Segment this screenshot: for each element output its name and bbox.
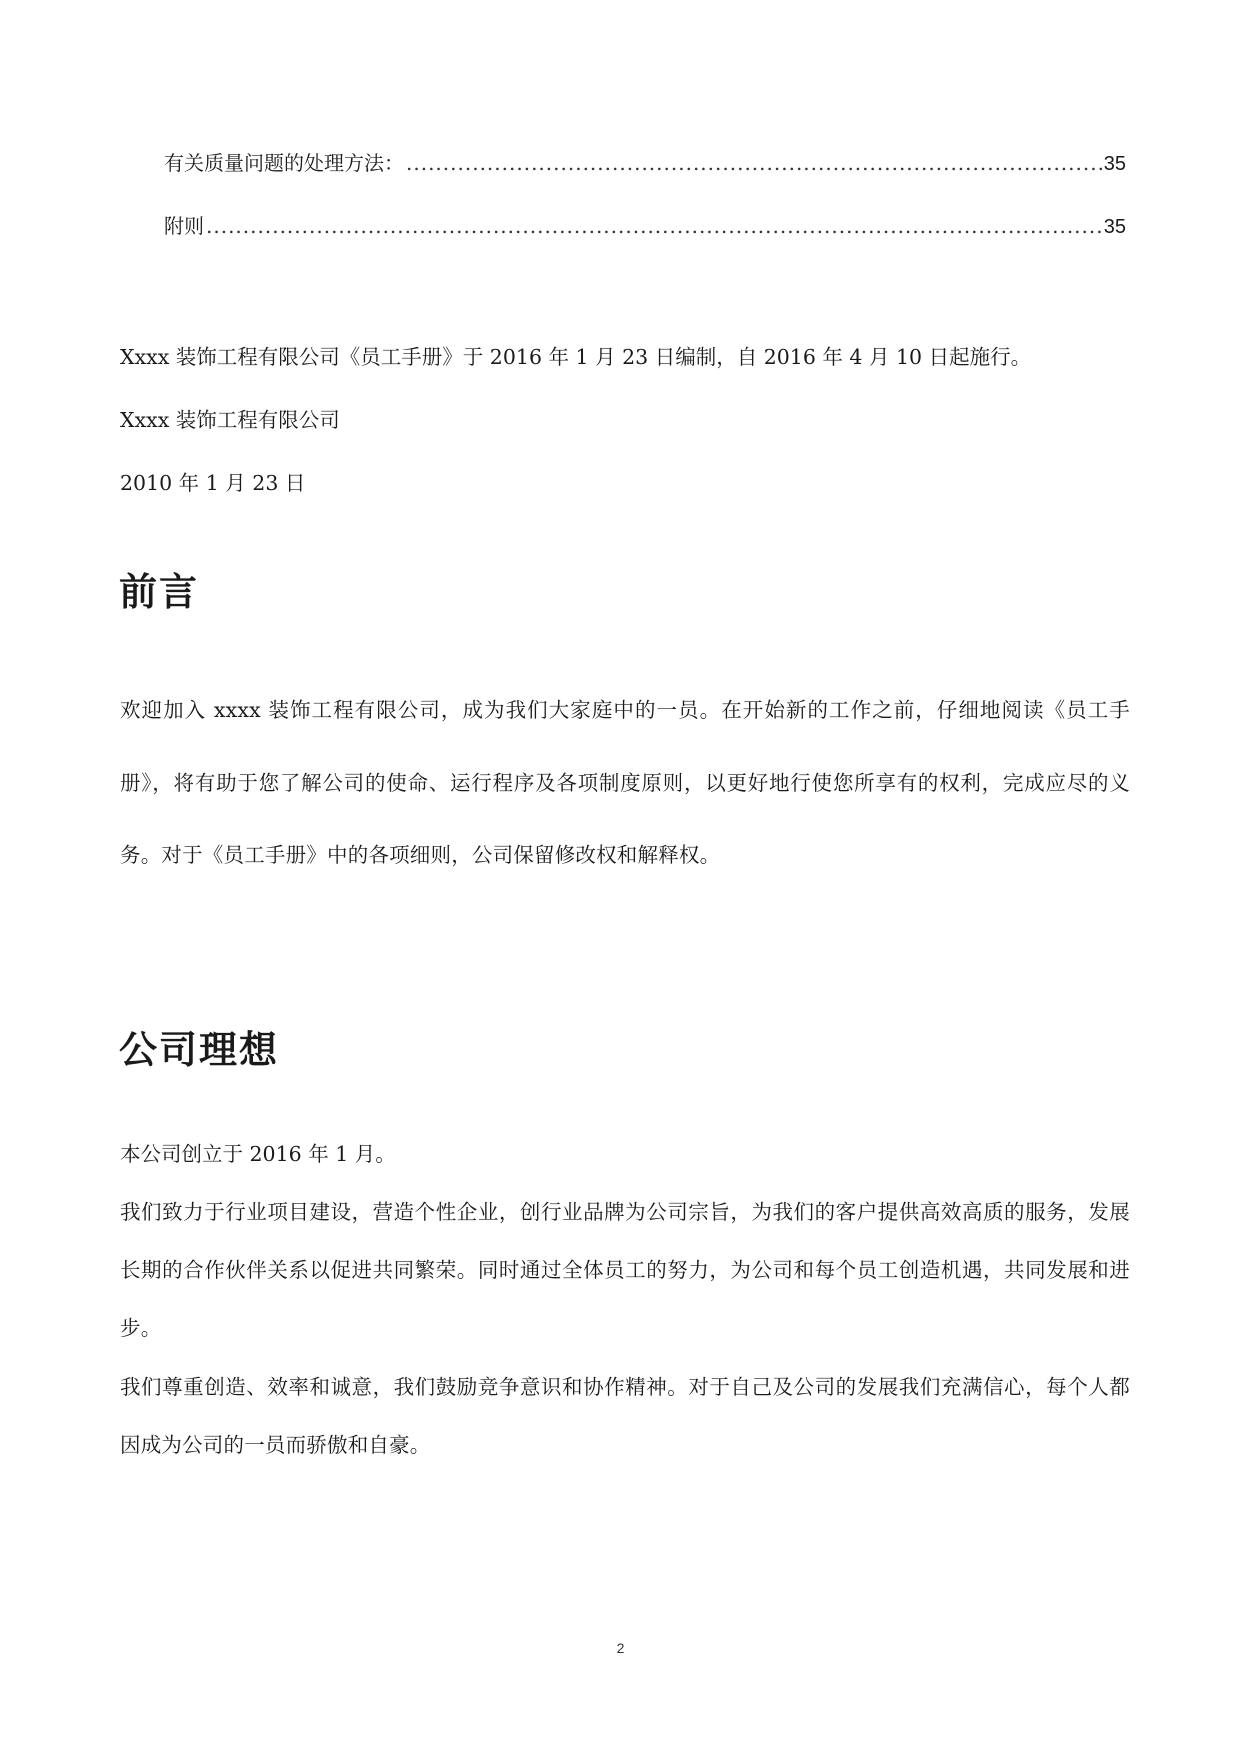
preface-paragraph: 欢迎加入 xxxx 装饰工程有限公司，成为我们大家庭中的一员。在开始新的工作之前，仔细地阅读《员工手册》，将有助于您了解公司的使命、运行程序及各项制度原则，以更好地行使您所享有的权利，完成应尽的义务。对于《员工手册》中的各项细则，公司保留修改权和解释权。 (120, 698, 1130, 867)
toc-entry-title: 附则 (164, 214, 204, 238)
toc-entry-page: 35 (1103, 216, 1126, 238)
company-name: Xxxx 装饰工程有限公司 (120, 408, 340, 432)
ideal-paragraph-1: 我们致力于行业项目建设，营造个性企业，创行业品牌为公司宗旨，为我们的客户提供高效高质的服务，发展长期的合作伙伴关系以促进共同繁荣。同时通过全体员工的努力，为公司和每个员工创造机遇，共同发展和进步。 (120, 1200, 1130, 1340)
toc-dot-leader (406, 143, 1102, 183)
ideal-paragraph-2: 我们尊重创造、效率和诚意，我们鼓励竞争意识和协作精神。对于自己及公司的发展我们充满信心，每个人都因成为公司的一员而骄傲和自豪。 (120, 1375, 1130, 1457)
founded-statement: 本公司创立于 2016 年 1 月。 (120, 1142, 396, 1166)
intro-date: 2010 年 1 月 23 日 (120, 471, 306, 495)
toc-entry[interactable] (164, 206, 1126, 246)
ideal-heading: 公司理想 (119, 1028, 280, 1072)
toc-entry[interactable] (164, 143, 1126, 183)
page-number: 2 (616, 1640, 625, 1656)
toc-dot-leader (206, 206, 1102, 246)
toc-entry-title: 有关质量问题的处理方法： (164, 151, 404, 175)
preface-heading: 前言 (119, 570, 200, 614)
intro-statement: Xxxx 装饰工程有限公司《员工手册》于 2016 年 1 月 23 日编制，自 2016 年 4 月 10 日起施行。 (120, 345, 1032, 369)
toc-entry-page: 35 (1103, 153, 1126, 175)
